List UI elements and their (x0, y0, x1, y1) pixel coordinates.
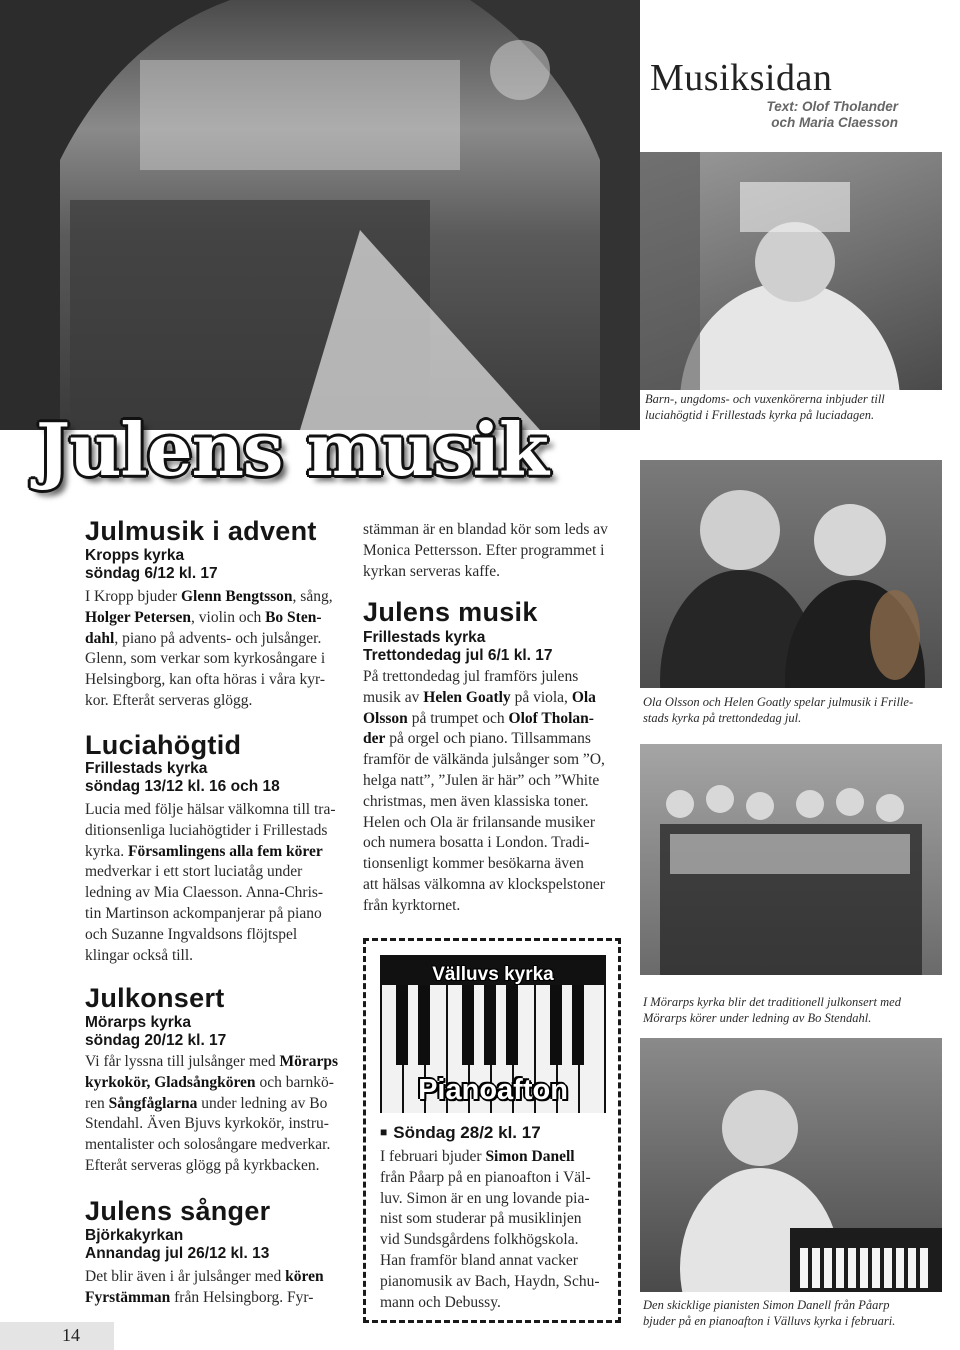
article-lucia-meta (85, 760, 280, 796)
bullet-icon: ■ (380, 1125, 388, 1139)
lucia-caption: Barn-, ungdoms- och vuxenkörerna inbjuder till luciahögtid i Frillestads kyrka på luciadagen. (645, 392, 885, 422)
article-julens-musik-body: På trettondedag jul framförs julens musik av Helen Goatly på viola, Ola Olsson på trumpet och Olof Tholan- der på orgel och piano. Tillsammans framför de välkända julsånger som ”O, helga natt”, ”Julen är här” och ”White christmas, men även klassiska toner. Helen och Ola är frilansande musiker och numera bosatta i London. Tradi- tionsenligt kommer besökarna även att hälsas välkomna av klockspelstoner från kyrktornet. (363, 668, 605, 914)
event-date: Trettondedag jul 6/1 kl. 17 (363, 647, 553, 664)
event-date: söndag 13/12 kl. 16 och 18 (85, 778, 280, 795)
choir-caption: I Mörarps kyrka blir det traditionell julkonsert med Mörarps körer under ledning av Bo Stendahl. (643, 995, 901, 1025)
pianoafton-body: I februari bjuder Simon Danell från Påarp på en pianoafton i Väl- luv. Simon är en ung lovande pia- nist som studerar på musiklinjen vid Sundsgårdens folkhögskola. Han framför bland annat vacker pianomusik av Bach, Haydn, Schu- mann och Debussy. (380, 1148, 600, 1311)
event-title-pianoafton: Pianoafton (418, 1074, 568, 1106)
event-date: Annandag jul 26/12 kl. 13 (85, 1245, 270, 1262)
article-julkonsert-body: Vi får lyssna till julsånger med Mörarps kyrkokör, Gladsångkören och barnkö- ren Sångfåglarna under ledning av Bo Stendahl. Även Bjuvs kyrkokör, instru- mentalister och solosångare medverkar. Efteråt serveras glögg på kyrkbacken. (85, 1053, 339, 1174)
choir-photo (640, 744, 942, 975)
article-julens-musik-meta (363, 629, 553, 665)
church-name: Mörarps kyrka (85, 1014, 191, 1031)
article-title-julens-sanger: Julens sånger (85, 1196, 271, 1226)
pianist-caption: Den skicklige pianisten Simon Danell från Påarp bjuder på en pianoafton i Välluvs kyrka i februari. (643, 1298, 896, 1328)
article-sanger-meta (85, 1227, 269, 1263)
article-lucia-body: Lucia med följe hälsar välkomna till tra- ditionsenliga luciahögtider i Frillestads kyrka. Församlingens alla fem körer medverkar i ett stort luciatåg under ledning av Mia Claesson. Anna-Chris- tin Martinson ackompanjerar på piano och Suzanne Ingvaldsons flöjtspel klingar också till. (85, 801, 336, 964)
article-sanger-continued: stämman är en blandad kör som leds av Monica Pettersson. Efter programmet i kyrkan serveras kaffe. (363, 521, 608, 580)
church-name: Björkakyrkan (85, 1227, 184, 1244)
article-julmusik-body: I Kropp bjuder Glenn Bengtsson, sång, Holger Petersen, violin och Bo Sten- dahl, piano på advents- och julsånger. Glenn, som verkar som kyrkosångare i Helsingborg, kan ofta höras i våra kyr- kor. Efteråt serveras glögg. (85, 588, 333, 709)
author-credit (700, 99, 898, 131)
article-title-luciahogtid: Luciahögtid (85, 730, 242, 760)
article-sanger-body: Det blir även i år julsånger med kören Fyrstämman från Helsingborg. Fyr- (85, 1268, 324, 1306)
church-name: Frillestads kyrka (85, 760, 208, 777)
pianoafton-date: ■ Söndag 28/2 kl. 17 (380, 1123, 541, 1142)
section-title: Musiksidan (650, 57, 833, 99)
venue-title: Välluvs kyrka (432, 964, 554, 985)
duo-caption: Ola Olsson och Helen Goatly spelar julmusik i Frille- stads kyrka på trettondedag jul. (643, 695, 914, 725)
page-number: 14 (62, 1325, 80, 1345)
article-title-julmusik: Julmusik i advent (85, 516, 317, 546)
church-name: Kropps kyrka (85, 547, 185, 564)
main-banner-title: Julens musik (36, 407, 548, 492)
credit-line-1: Text: Olof Tholander (766, 99, 898, 114)
article-title-julens-musik: Julens musik (363, 597, 538, 627)
credit-line-2: och Maria Claesson (771, 115, 898, 130)
article-julmusik-meta (85, 547, 218, 583)
duo-photo (640, 460, 942, 688)
article-title-julkonsert: Julkonsert (85, 983, 225, 1013)
event-date: söndag 20/12 kl. 17 (85, 1032, 227, 1049)
pianist-photo (640, 1038, 942, 1292)
event-date: söndag 6/12 kl. 17 (85, 565, 218, 582)
lucia-photo (640, 152, 942, 390)
church-choir-photo (0, 0, 640, 430)
article-julkonsert-meta (85, 1014, 226, 1050)
page-number-tab (0, 1322, 114, 1350)
church-name: Frillestads kyrka (363, 629, 486, 646)
